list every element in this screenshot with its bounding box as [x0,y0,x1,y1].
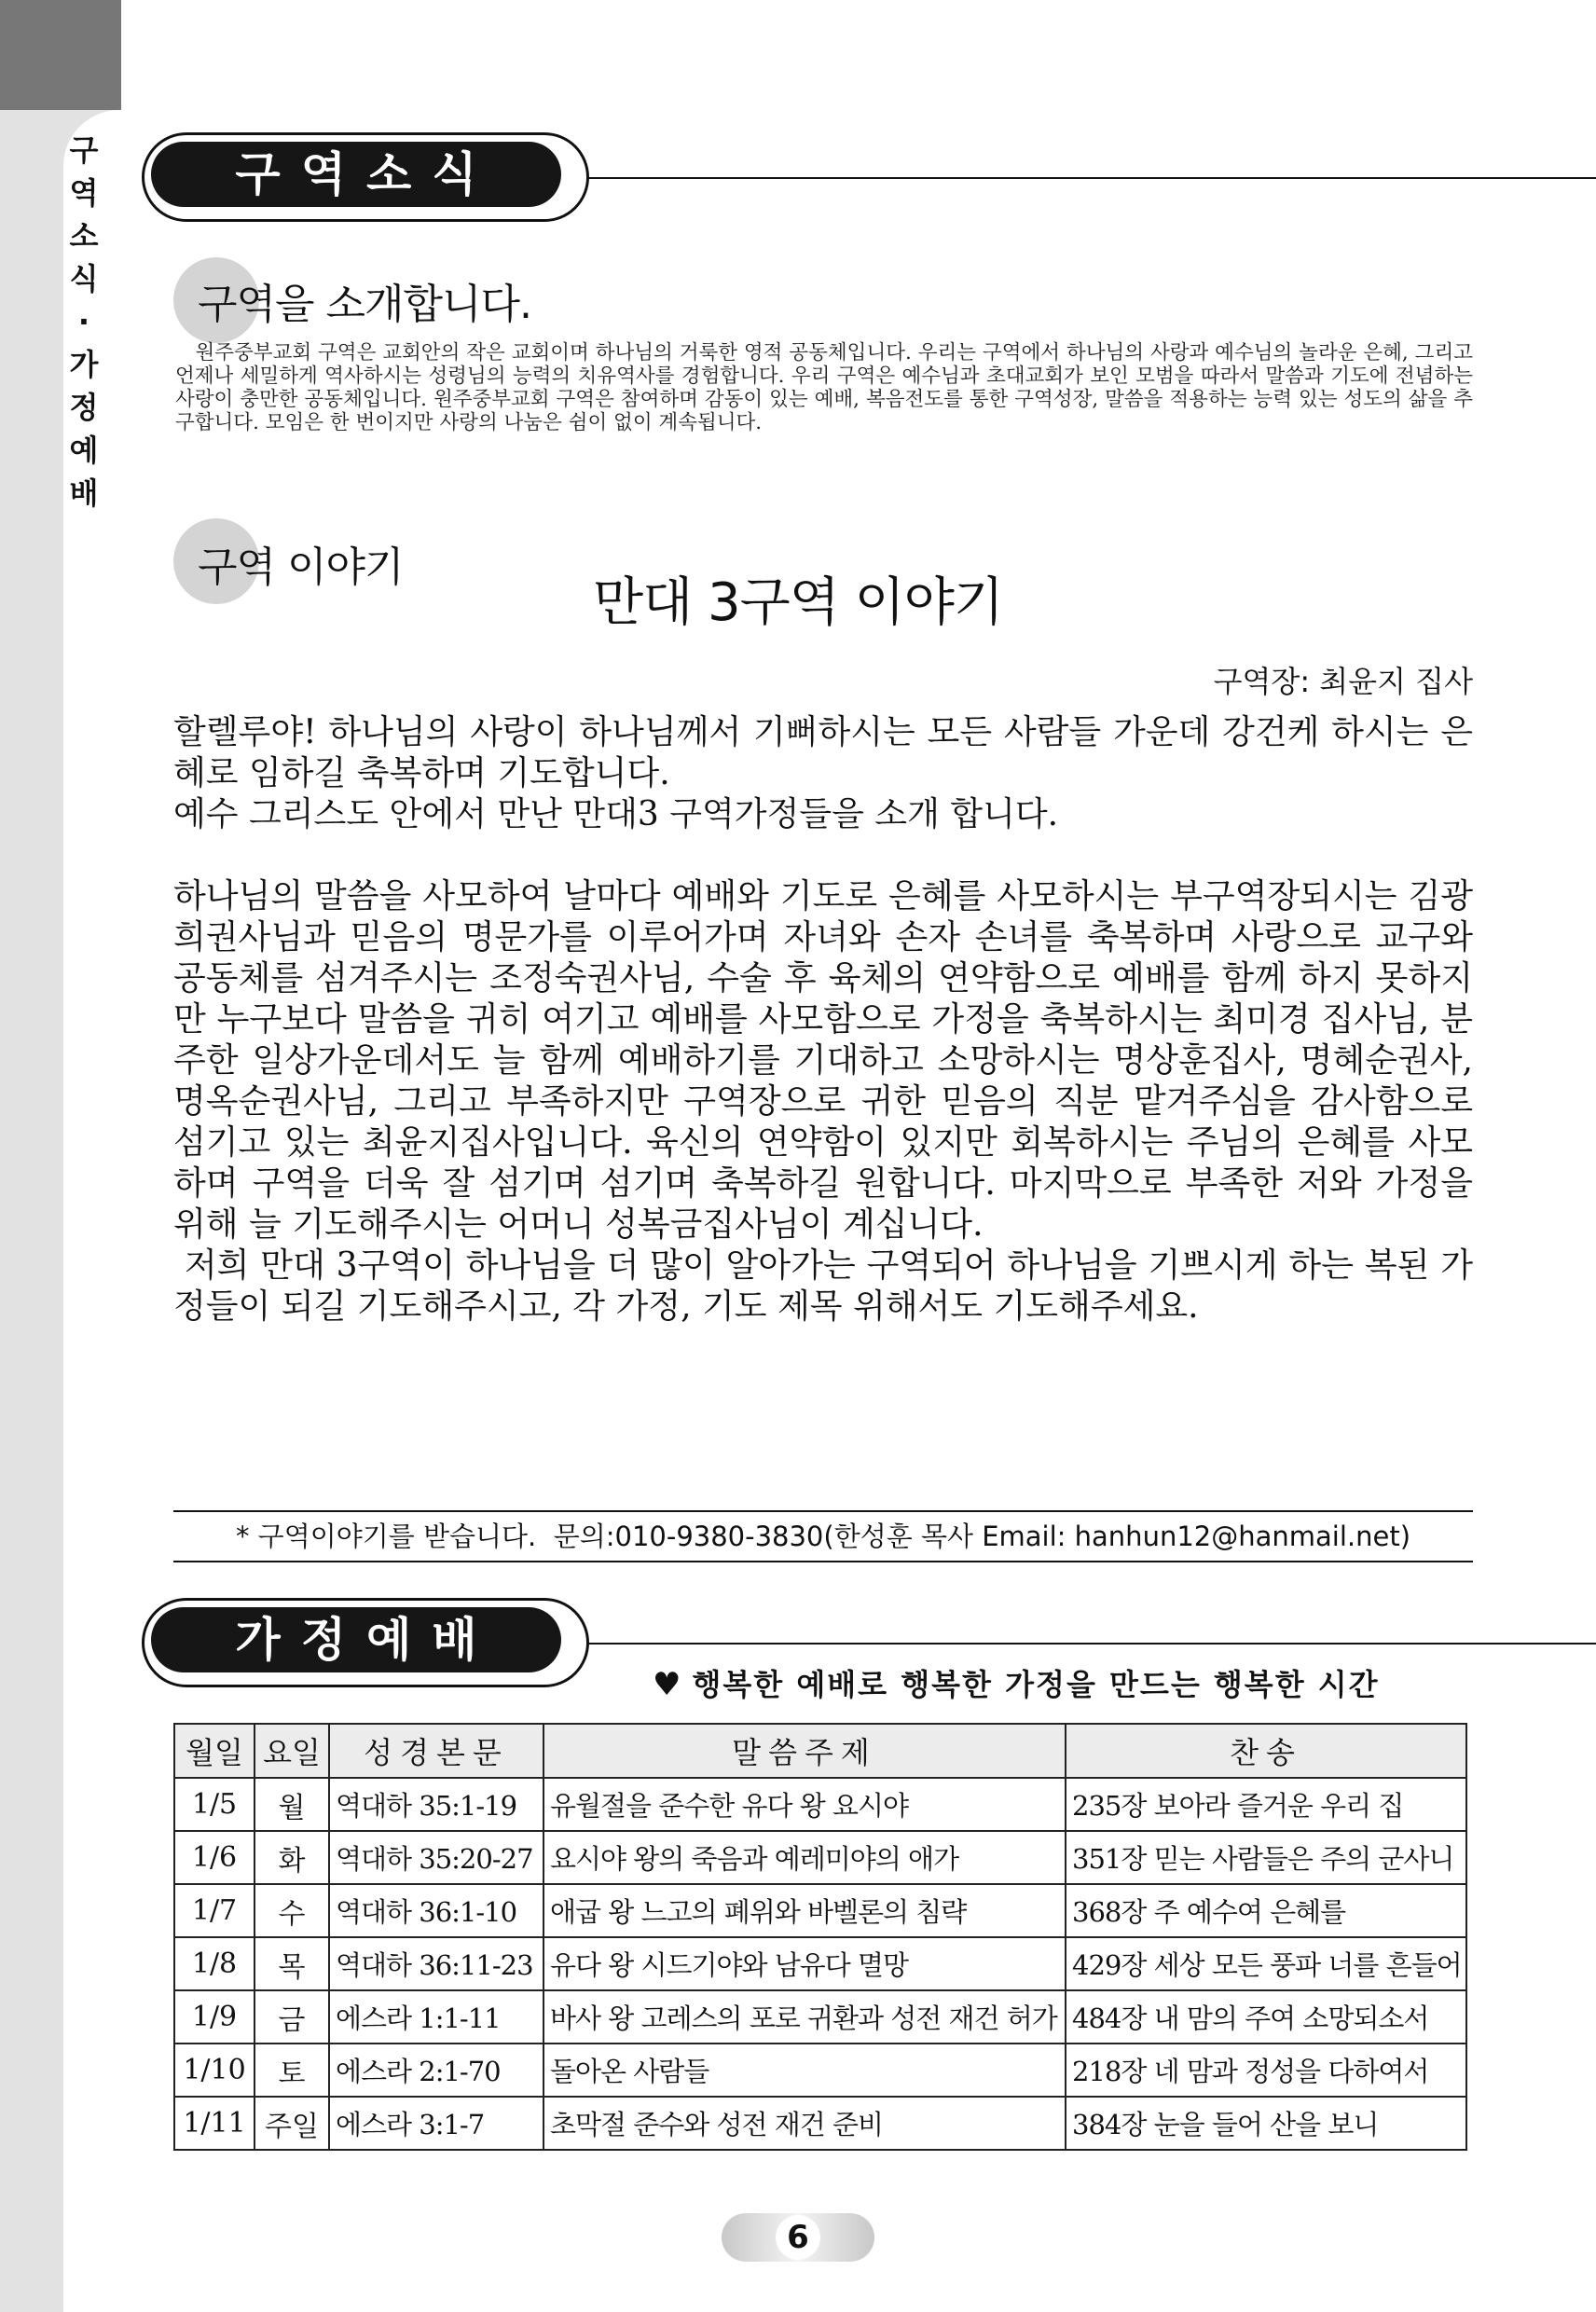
topic-cell: 애굽 왕 느고의 폐위와 바벨론의 침략 [543,1884,1066,1937]
side-tab-char: 예 [69,433,99,468]
table-row [174,2097,1466,2150]
date-cell: 1/7 [174,1884,255,1937]
page-number: 6 [776,2215,820,2260]
topic-cell: 유월절을 준수한 유다 왕 요시야 [543,1778,1066,1831]
side-tab-top-block [0,0,121,110]
hymn-cell: 351장 믿는 사람들은 주의 군사니 [1066,1831,1466,1884]
story-paragraph: 하나님의 말씀을 사모하여 날마다 예배와 기도로 은혜를 사모하시는 부구역장되시는 김광희권사님과 믿음의 명문가를 이루어가며 자녀와 손자 손녀를 축복하며 사랑으로 교구와 공동체를 섬겨주시는 조정숙권사님, 수술 후 육체의 연약함으로 예배를 함께 하지 못하지만 누구보다 말씀을 귀히 여기고 예배를 사모함으로 가정을 축복하시는 최미경 집사님, 분주한 일상가운데서도 늘 함께 예배하기를 기대하고 소망하시는 명상훈집사, 명혜순권사, 명옥순권사님, 그리고 부족하지만 구역장으로 귀한 믿음의 직분 맡겨주심을 감사함으로 섬기고 있는 최윤지집사입니다. 육신의 연약함이 있지만 회복하시는 주님의 은혜를 사모하며 구역을 더욱 잘 섬기며 섬기며 축복하길 원합니다. 마지막으로 부족한 저와 가정을 위해 늘 기도해주시는 어머니 성복금집사님이 계십니다. [173,877,1473,1244]
notice-top-rule [173,1510,1473,1512]
topic-cell: 돌아온 사람들 [543,2044,1066,2097]
date-cell: 1/8 [174,1937,255,1990]
side-tab-decoration [0,0,121,2312]
side-tab-char: 배 [69,475,99,511]
section-header-label: 구역소식 [151,142,561,207]
table-row [174,2044,1466,2097]
weekday-cell: 월 [255,1778,329,1831]
hymn-cell: 384장 눈을 들어 산을 보니 [1066,2097,1466,2150]
story-body [173,712,1473,1328]
slogan-text: 행복한 예배로 행복한 가정을 만드는 행복한 시간 [692,1667,1380,1702]
intro-title: 구역을 소개합니다. [198,281,532,328]
section-header-rule [585,177,1596,179]
notice-text: * 구역이야기를 받습니다. 문의:010-9380-3830(한성훈 목사 Email: hanhun12@hanmail.net) [235,1521,1411,1552]
weekday-cell: 금 [255,1990,329,2044]
story-author: 구역장: 최윤지 집사 [1213,664,1473,699]
side-tab-char: 식 [69,261,99,296]
column-header: 성경본문 [329,1724,543,1778]
story-paragraph-gap [173,835,1473,876]
scripture-cell: 에스라 2:1-70 [329,2044,543,2097]
hymn-cell: 484장 내 맘의 주여 소망되소서 [1066,1990,1466,2044]
table-row [174,1831,1466,1884]
topic-cell: 초막절 준수와 성전 재건 준비 [543,2097,1066,2150]
date-cell: 1/9 [174,1990,255,2044]
table-row [174,1937,1466,1990]
topic-cell: 요시야 왕의 죽음과 예레미야의 애가 [543,1831,1066,1884]
weekday-cell: 주일 [255,2097,329,2150]
scripture-cell: 에스라 1:1-11 [329,1990,543,2044]
worship-slogan [653,1661,1380,1704]
topic-cell: 바사 왕 고레스의 포로 귀환과 성전 재건 허가 [543,1990,1066,2044]
date-cell: 1/11 [174,2097,255,2150]
side-tab-label [65,129,103,515]
side-tab-char: 정 [69,390,99,425]
weekday-cell: 수 [255,1884,329,1937]
column-header: 찬송 [1066,1724,1466,1778]
story-paragraph: 예수 그리스도 안에서 만난 만대3 구역가정들을 소개 합니다. [173,795,1059,833]
side-tab-char: 구 [69,132,99,168]
story-title: 만대 3구역 이야기 [593,572,1003,633]
column-header: 월일 [174,1724,255,1778]
topic-cell: 유다 왕 시드기야와 남유다 멸망 [543,1937,1066,1990]
column-header: 말씀주제 [543,1724,1066,1778]
scripture-cell: 역대하 35:20-27 [329,1831,543,1884]
table-row [174,1778,1466,1831]
story-label: 구역 이야기 [198,544,404,591]
hymn-cell: 218장 네 맘과 정성을 다하여서 [1066,2044,1466,2097]
date-cell: 1/5 [174,1778,255,1831]
table-header-row [174,1724,1466,1778]
side-tab-char: · [77,304,90,339]
worship-schedule-table [173,1723,1467,2151]
scripture-cell: 역대하 36:1-10 [329,1884,543,1937]
intro-paragraph [175,341,1473,434]
page-number-badge [722,2213,874,2262]
notice-bottom-rule [173,1561,1473,1562]
date-cell: 1/6 [174,1831,255,1884]
weekday-cell: 목 [255,1937,329,1990]
story-paragraph: 저희 만대 3구역이 하나님을 더 많이 알아가는 구역되어 하나님을 기쁘시게 하는 복된 가정들이 되길 기도해주시고, 각 가정, 기도 제목 위해서도 기도해주세요. [173,1246,1473,1326]
intro-text: 원주중부교회 구역은 교회안의 작은 교회이며 하나님의 거룩한 영적 공동체입니다. 우리는 구역에서 하나님의 사랑과 예수님의 놀라운 은혜, 그리고 언제나 세밀하게 역사하시는 성령님의 능력의 치유역사를 경험합니다. 우리 구역은 예수님과 초대교회가 보인 모범을 따라서 말씀과 기도에 전념하는 사랑이 충만한 공동체입니다. 원주중부교회 구역은 참여하며 감동이 있는 예배, 복음전도를 통한 구역성장, 말씀을 적용하는 능력 있는 성도의 삶을 추구합니다. 모임은 한 번이지만 사랑의 나눔은 쉼이 없이 계속됩니다. [175,341,1473,434]
hymn-cell: 429장 세상 모든 풍파 너를 흔들어 [1066,1937,1466,1990]
side-tab-char: 가 [69,347,99,382]
heart-icon: ♥ [653,1666,683,1703]
section-header-rule [585,1643,1596,1645]
side-tab-char: 소 [69,218,99,254]
story-paragraph: 할렐루야! 하나님의 사랑이 하나님께서 기뻐하시는 모든 사람들 가운데 강건케 하시는 은혜로 임하길 축복하며 기도합니다. [173,713,1473,792]
column-header: 요일 [255,1724,329,1778]
scripture-cell: 역대하 36:11-23 [329,1937,543,1990]
date-cell: 1/10 [174,2044,255,2097]
hymn-cell: 235장 보아라 즐거운 우리 집 [1066,1778,1466,1831]
hymn-cell: 368장 주 예수여 은혜를 [1066,1884,1466,1937]
weekday-cell: 토 [255,2044,329,2097]
scripture-cell: 에스라 3:1-7 [329,2097,543,2150]
section-header-label: 가정예배 [151,1607,561,1672]
scripture-cell: 역대하 35:1-19 [329,1778,543,1831]
side-tab-char: 역 [69,175,99,211]
table-row [174,1990,1466,2044]
table-row [174,1884,1466,1937]
weekday-cell: 화 [255,1831,329,1884]
